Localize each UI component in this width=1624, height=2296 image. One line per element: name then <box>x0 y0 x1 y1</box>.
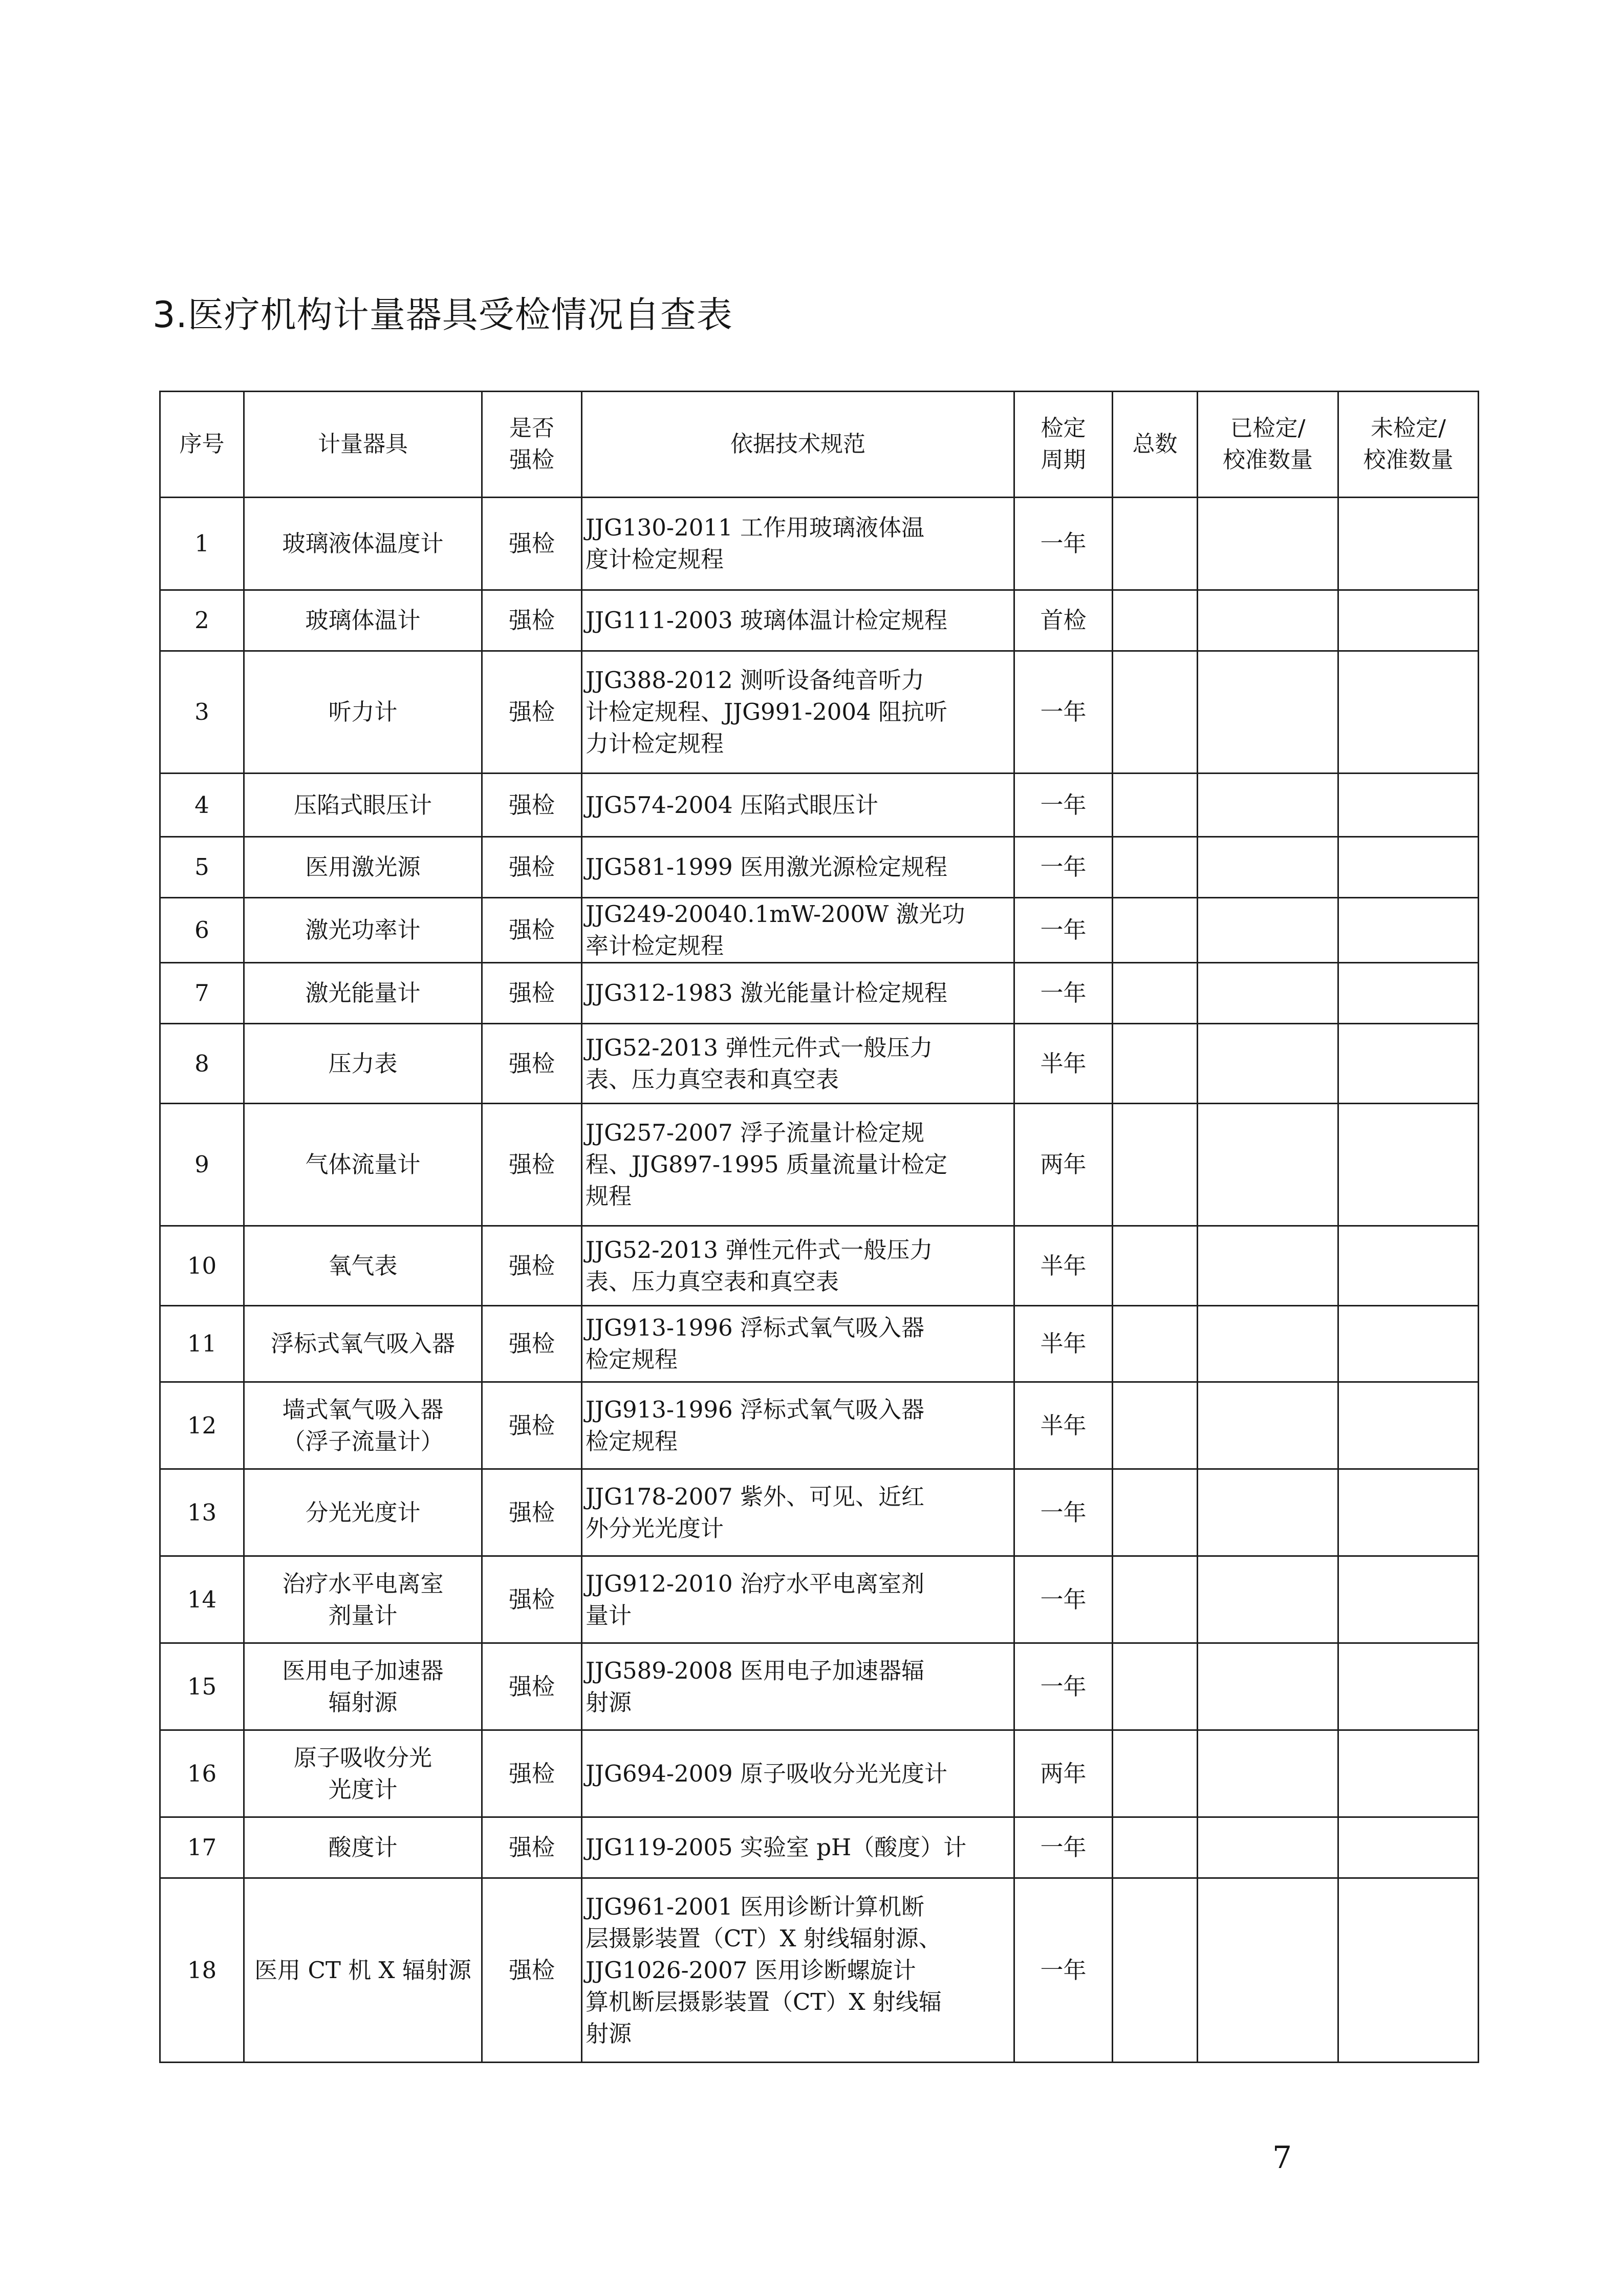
total-cell <box>1113 1382 1198 1469</box>
unverified-count-cell <box>1338 774 1479 837</box>
verified-count-cell <box>1198 1382 1338 1469</box>
instrument-name: 气体流量计 <box>244 1104 482 1226</box>
spec-cell: JJG581-1999 医用激光源检定规程 <box>582 837 1014 898</box>
header-total: 总数 <box>1113 392 1198 498</box>
instrument-name: 听力计 <box>244 651 482 774</box>
table-row <box>160 774 1479 837</box>
spec-cell: JJG913-1996 浮标式氧气吸入器 检定规程 <box>582 1382 1014 1469</box>
instrument-name: 玻璃液体温度计 <box>244 498 482 590</box>
mandatory-cell: 强检 <box>482 1469 582 1556</box>
verified-count-cell <box>1198 1104 1338 1226</box>
verified-count-cell <box>1198 1643 1338 1730</box>
unverified-count-cell <box>1338 1382 1479 1469</box>
verified-count-cell <box>1198 1556 1338 1643</box>
period-cell: 两年 <box>1014 1730 1113 1817</box>
row-number: 3 <box>160 651 244 774</box>
header-period: 检定 周期 <box>1014 392 1113 498</box>
table-row <box>160 1817 1479 1878</box>
row-number: 17 <box>160 1817 244 1878</box>
period-cell: 一年 <box>1014 963 1113 1024</box>
header-no: 序号 <box>160 392 244 498</box>
row-number: 8 <box>160 1024 244 1104</box>
unverified-count-cell <box>1338 1226 1479 1306</box>
row-number: 7 <box>160 963 244 1024</box>
spec-cell: JJG912-2010 治疗水平电离室剂 量计 <box>582 1556 1014 1643</box>
header-row <box>160 392 1479 498</box>
instrument-name: 酸度计 <box>244 1817 482 1878</box>
instrument-name: 治疗水平电离室 剂量计 <box>244 1556 482 1643</box>
mandatory-cell: 强检 <box>482 1104 582 1226</box>
row-number: 15 <box>160 1643 244 1730</box>
unverified-count-cell <box>1338 1817 1479 1878</box>
verified-count-cell <box>1198 1730 1338 1817</box>
verified-count-cell <box>1198 963 1338 1024</box>
unverified-count-cell <box>1338 1730 1479 1817</box>
spec-cell: JJG388-2012 测听设备纯音听力 计检定规程、JJG991-2004 阻抗听 力计检定规程 <box>582 651 1014 774</box>
verified-count-cell <box>1198 1878 1338 2063</box>
verified-count-cell <box>1198 1306 1338 1382</box>
instrument-name: 医用电子加速器 辐射源 <box>244 1643 482 1730</box>
total-cell <box>1113 1469 1198 1556</box>
mandatory-cell: 强检 <box>482 837 582 898</box>
period-cell: 半年 <box>1014 1226 1113 1306</box>
total-cell <box>1113 837 1198 898</box>
total-cell <box>1113 1878 1198 2063</box>
header-spec: 依据技术规范 <box>582 392 1014 498</box>
period-cell: 一年 <box>1014 1817 1113 1878</box>
mandatory-cell: 强检 <box>482 651 582 774</box>
spec-cell: JJG249-20040.1mW-200W 激光功 率计检定规程 <box>582 898 1014 963</box>
verified-count-cell <box>1198 590 1338 651</box>
verified-count-cell <box>1198 651 1338 774</box>
unverified-count-cell <box>1338 1643 1479 1730</box>
instrument-name: 激光能量计 <box>244 963 482 1024</box>
period-cell: 一年 <box>1014 651 1113 774</box>
mandatory-cell: 强检 <box>482 1556 582 1643</box>
unverified-count-cell <box>1338 1024 1479 1104</box>
instrument-name: 压陷式眼压计 <box>244 774 482 837</box>
total-cell <box>1113 963 1198 1024</box>
table-row <box>160 1226 1479 1306</box>
period-cell: 半年 <box>1014 1382 1113 1469</box>
row-number: 5 <box>160 837 244 898</box>
spec-cell: JJG111-2003 玻璃体温计检定规程 <box>582 590 1014 651</box>
instrument-name: 压力表 <box>244 1024 482 1104</box>
total-cell <box>1113 774 1198 837</box>
instrument-name: 墙式氧气吸入器 （浮子流量计） <box>244 1382 482 1469</box>
period-cell: 半年 <box>1014 1306 1113 1382</box>
verified-count-cell <box>1198 498 1338 590</box>
instrument-name: 医用激光源 <box>244 837 482 898</box>
mandatory-cell: 强检 <box>482 1226 582 1306</box>
row-number: 9 <box>160 1104 244 1226</box>
row-number: 18 <box>160 1878 244 2063</box>
period-cell: 一年 <box>1014 898 1113 963</box>
table-row <box>160 590 1479 651</box>
table-row <box>160 1730 1479 1817</box>
period-cell: 首检 <box>1014 590 1113 651</box>
spec-cell: JJG574-2004 压陷式眼压计 <box>582 774 1014 837</box>
table-row <box>160 1382 1479 1469</box>
total-cell <box>1113 1306 1198 1382</box>
mandatory-cell: 强检 <box>482 1643 582 1730</box>
instrument-name: 玻璃体温计 <box>244 590 482 651</box>
period-cell: 半年 <box>1014 1024 1113 1104</box>
unverified-count-cell <box>1338 590 1479 651</box>
unverified-count-cell <box>1338 837 1479 898</box>
instrument-name: 浮标式氧气吸入器 <box>244 1306 482 1382</box>
mandatory-cell: 强检 <box>482 963 582 1024</box>
total-cell <box>1113 1730 1198 1817</box>
spec-cell: JJG178-2007 紫外、可见、近红 外分光光度计 <box>582 1469 1014 1556</box>
spec-cell: JJG119-2005 实验室 pH（酸度）计 <box>582 1817 1014 1878</box>
period-cell: 一年 <box>1014 1878 1113 2063</box>
row-number: 14 <box>160 1556 244 1643</box>
row-number: 4 <box>160 774 244 837</box>
row-number: 2 <box>160 590 244 651</box>
mandatory-cell: 强检 <box>482 1306 582 1382</box>
instrument-name: 氧气表 <box>244 1226 482 1306</box>
verified-count-cell <box>1198 1226 1338 1306</box>
total-cell <box>1113 898 1198 963</box>
total-cell <box>1113 1024 1198 1104</box>
spec-cell: JJG257-2007 浮子流量计检定规 程、JJG897-1995 质量流量计检定 规程 <box>582 1104 1014 1226</box>
table-row <box>160 963 1479 1024</box>
instrument-name: 激光功率计 <box>244 898 482 963</box>
mandatory-cell: 强检 <box>482 1024 582 1104</box>
verified-count-cell <box>1198 774 1338 837</box>
verified-count-cell <box>1198 837 1338 898</box>
unverified-count-cell <box>1338 898 1479 963</box>
period-cell: 一年 <box>1014 1643 1113 1730</box>
table-row <box>160 1556 1479 1643</box>
row-number: 13 <box>160 1469 244 1556</box>
spec-cell: JJG589-2008 医用电子加速器辐 射源 <box>582 1643 1014 1730</box>
spec-cell: JJG961-2001 医用诊断计算机断 层摄影装置（CT）X 射线辐射源、 JJG1026-2007 医用诊断螺旋计 算机断层摄影装置（CT）X 射线辐 射源 <box>582 1878 1014 2063</box>
mandatory-cell: 强检 <box>482 590 582 651</box>
spec-cell: JJG312-1983 激光能量计检定规程 <box>582 963 1014 1024</box>
header-verified: 已检定/ 校准数量 <box>1198 392 1338 498</box>
mandatory-cell: 强检 <box>482 898 582 963</box>
row-number: 11 <box>160 1306 244 1382</box>
verified-count-cell <box>1198 1817 1338 1878</box>
total-cell <box>1113 651 1198 774</box>
unverified-count-cell <box>1338 1556 1479 1643</box>
self-check-table <box>159 391 1479 2063</box>
verified-count-cell <box>1198 1469 1338 1556</box>
verified-count-cell <box>1198 1024 1338 1104</box>
unverified-count-cell <box>1338 1878 1479 2063</box>
page-number: 7 <box>1272 2140 1292 2176</box>
unverified-count-cell <box>1338 651 1479 774</box>
spec-cell: JJG130-2011 工作用玻璃液体温 度计检定规程 <box>582 498 1014 590</box>
table-row <box>160 837 1479 898</box>
spec-cell: JJG913-1996 浮标式氧气吸入器 检定规程 <box>582 1306 1014 1382</box>
mandatory-cell: 强检 <box>482 498 582 590</box>
row-number: 1 <box>160 498 244 590</box>
table-row <box>160 498 1479 590</box>
header-unverified: 未检定/ 校准数量 <box>1338 392 1479 498</box>
verified-count-cell <box>1198 898 1338 963</box>
table-row <box>160 1024 1479 1104</box>
spec-cell: JJG52-2013 弹性元件式一般压力 表、压力真空表和真空表 <box>582 1024 1014 1104</box>
total-cell <box>1113 1817 1198 1878</box>
unverified-count-cell <box>1338 1306 1479 1382</box>
table-row <box>160 1878 1479 2063</box>
unverified-count-cell <box>1338 1104 1479 1226</box>
table-row <box>160 1104 1479 1226</box>
spec-cell: JJG52-2013 弹性元件式一般压力 表、压力真空表和真空表 <box>582 1226 1014 1306</box>
instrument-name: 原子吸收分光 光度计 <box>244 1730 482 1817</box>
period-cell: 一年 <box>1014 774 1113 837</box>
mandatory-cell: 强检 <box>482 1817 582 1878</box>
mandatory-cell: 强检 <box>482 1730 582 1817</box>
mandatory-cell: 强检 <box>482 1382 582 1469</box>
unverified-count-cell <box>1338 963 1479 1024</box>
row-number: 16 <box>160 1730 244 1817</box>
row-number: 10 <box>160 1226 244 1306</box>
page-title: 3.医疗机构计量器具受检情况自查表 <box>153 294 733 336</box>
table-row <box>160 651 1479 774</box>
period-cell: 两年 <box>1014 1104 1113 1226</box>
mandatory-cell: 强检 <box>482 1878 582 2063</box>
mandatory-cell: 强检 <box>482 774 582 837</box>
header-mandatory: 是否 强检 <box>482 392 582 498</box>
instrument-name: 医用 CT 机 X 辐射源 <box>244 1878 482 2063</box>
table-row <box>160 1643 1479 1730</box>
total-cell <box>1113 1226 1198 1306</box>
table-row <box>160 1306 1479 1382</box>
row-number: 12 <box>160 1382 244 1469</box>
table-row <box>160 898 1479 963</box>
period-cell: 一年 <box>1014 1469 1113 1556</box>
total-cell <box>1113 1643 1198 1730</box>
period-cell: 一年 <box>1014 837 1113 898</box>
header-instrument: 计量器具 <box>244 392 482 498</box>
unverified-count-cell <box>1338 1469 1479 1556</box>
total-cell <box>1113 498 1198 590</box>
period-cell: 一年 <box>1014 498 1113 590</box>
total-cell <box>1113 1104 1198 1226</box>
instrument-name: 分光光度计 <box>244 1469 482 1556</box>
spec-cell: JJG694-2009 原子吸收分光光度计 <box>582 1730 1014 1817</box>
unverified-count-cell <box>1338 498 1479 590</box>
total-cell <box>1113 1556 1198 1643</box>
total-cell <box>1113 590 1198 651</box>
table-row <box>160 1469 1479 1556</box>
row-number: 6 <box>160 898 244 963</box>
period-cell: 一年 <box>1014 1556 1113 1643</box>
